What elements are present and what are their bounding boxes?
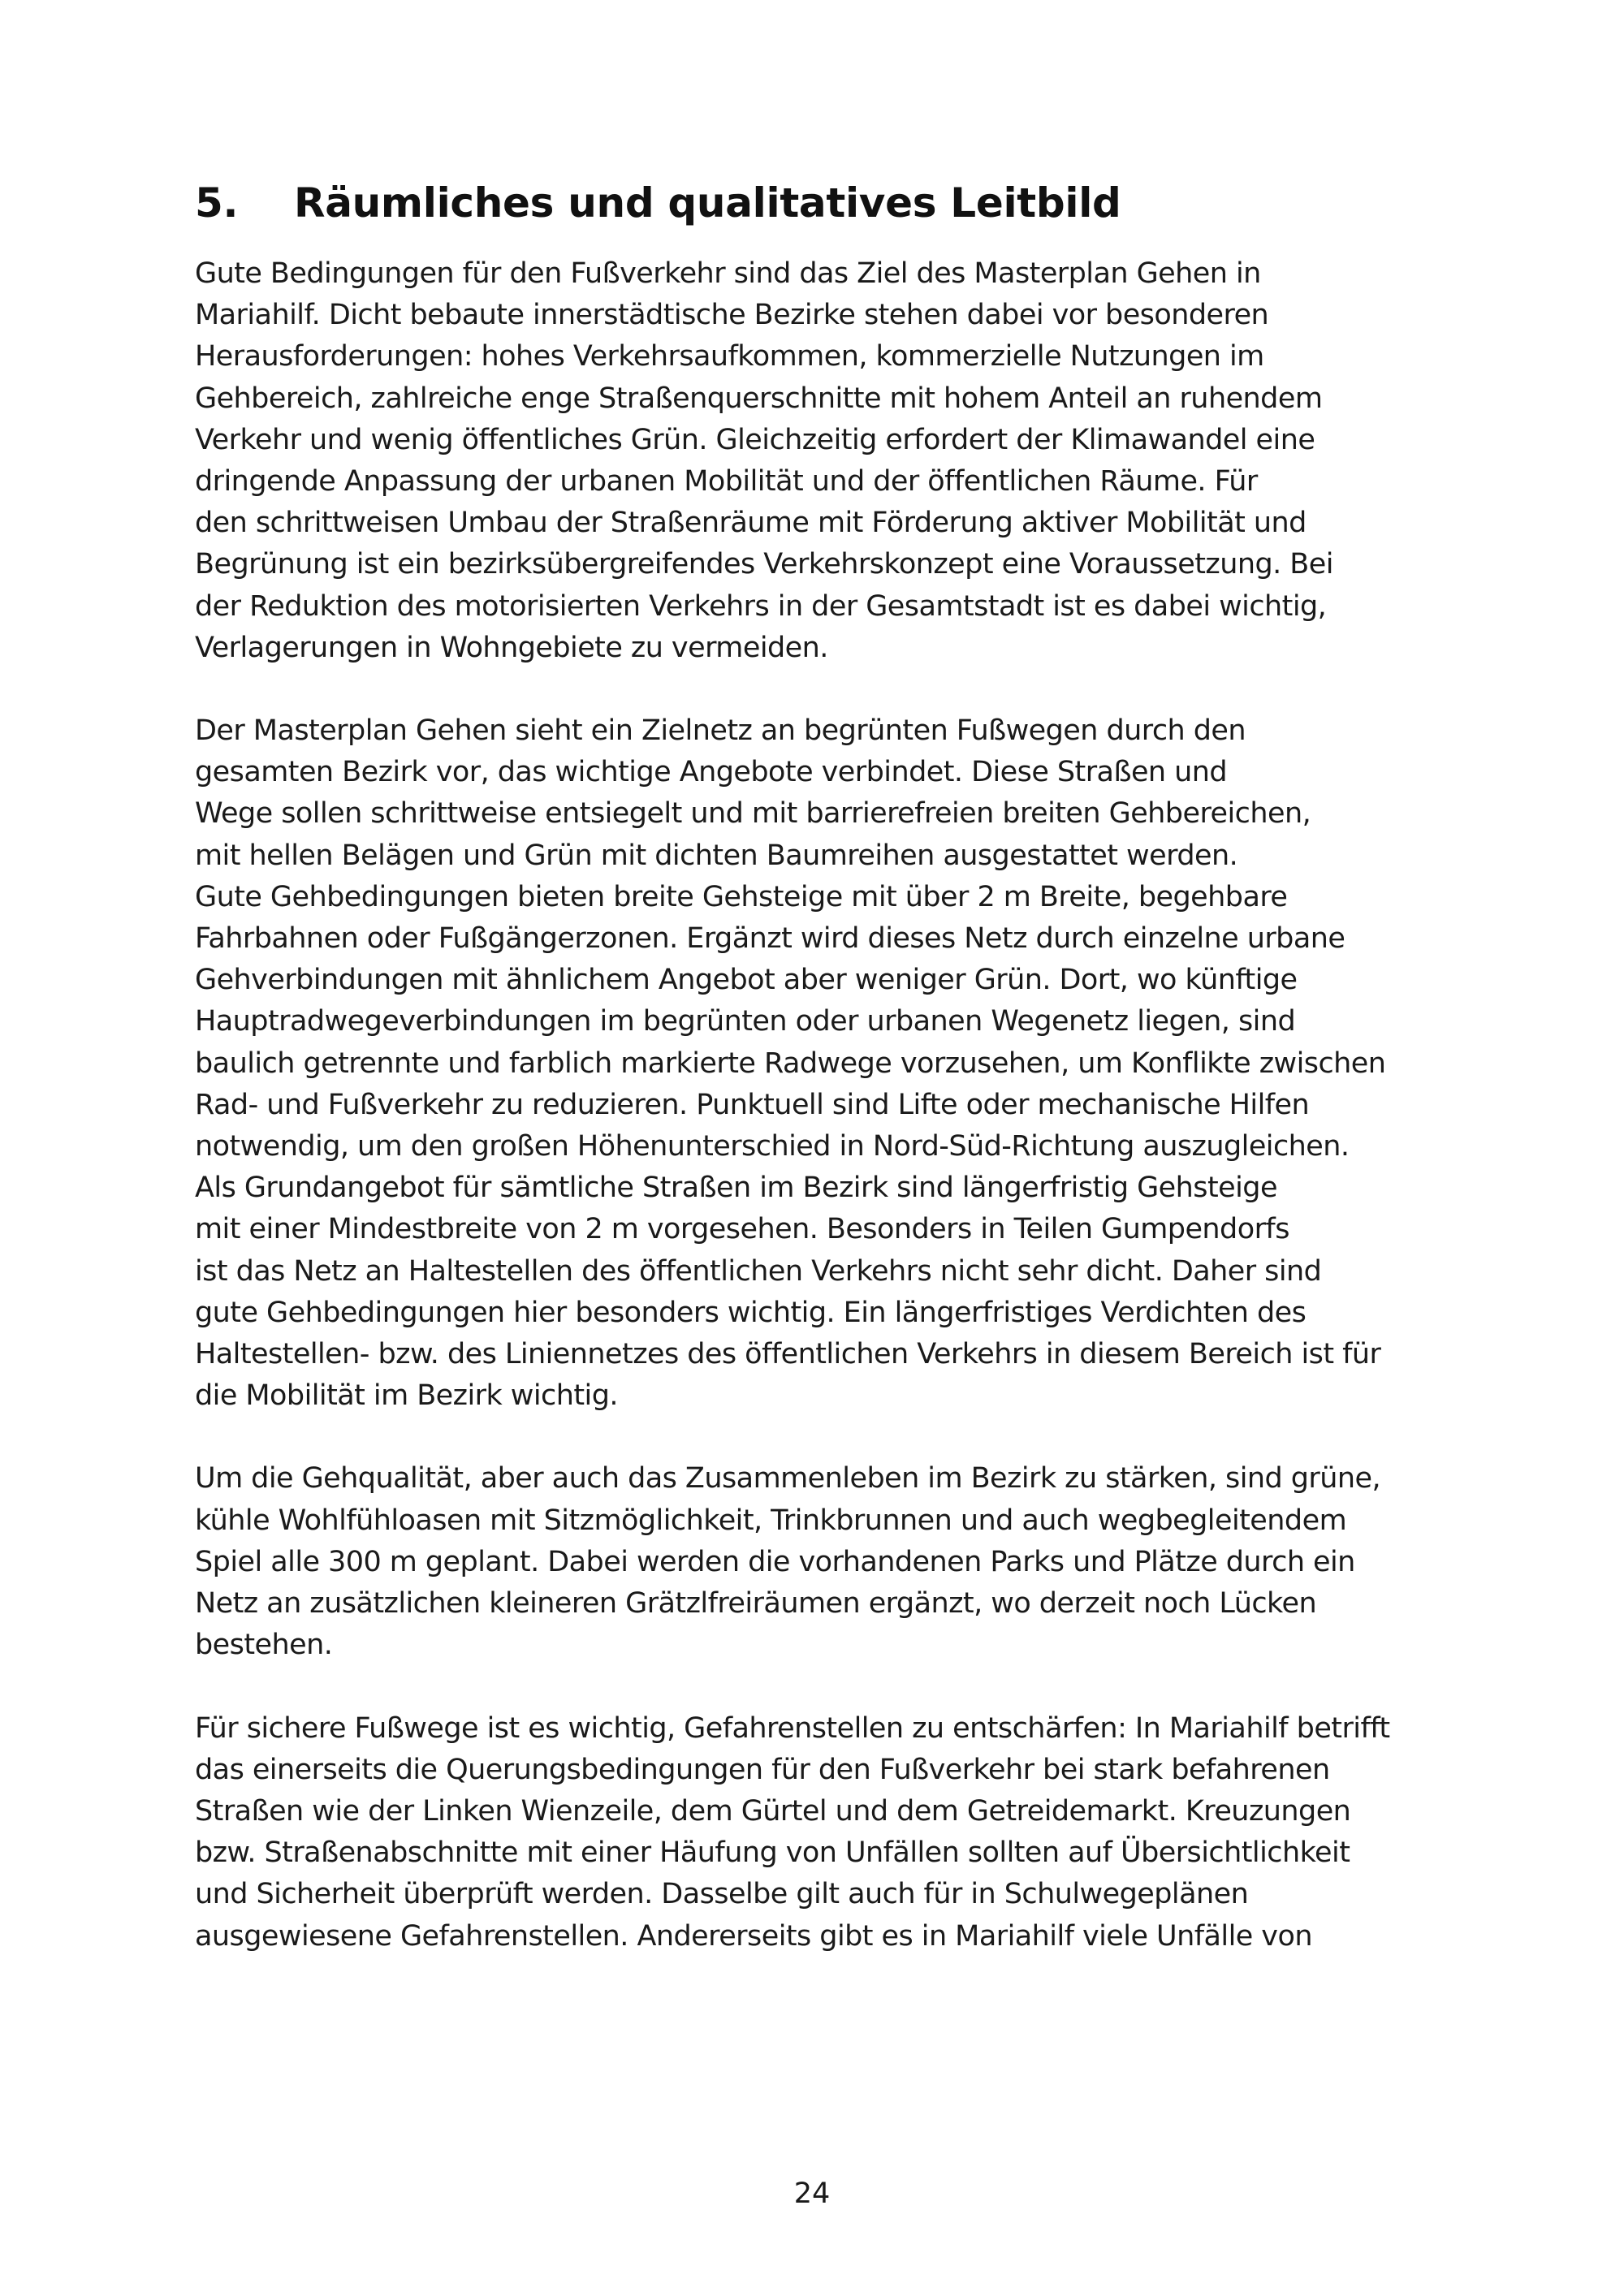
text-line: Gute Gehbedingungen bieten breite Gehsteige mit über 2 m Breite, begehbare bbox=[195, 880, 1288, 913]
body-paragraph bbox=[195, 1458, 1462, 1666]
text-line: Gute Bedingungen für den Fußverkehr sind das Ziel des Masterplan Gehen in bbox=[195, 257, 1261, 290]
text-line: Wege sollen schrittweise entsiegelt und mit barrierefreien breiten Gehbereichen, bbox=[195, 797, 1311, 831]
text-line: ausgewiesene Gefahrenstellen. Andererseits gibt es in Mariahilf viele Unfälle von bbox=[195, 1919, 1312, 1953]
text-line: Fahrbahnen oder Fußgängerzonen. Ergänzt wird dieses Netz durch einzelne urbane bbox=[195, 922, 1345, 956]
body-paragraph bbox=[195, 1708, 1462, 1957]
text-line: Netz an zusätzlichen kleineren Grätzlfreiräumen ergänzt, wo derzeit noch Lücken bbox=[195, 1587, 1317, 1621]
section-number: 5. bbox=[195, 179, 239, 227]
text-line: mit hellen Belägen und Grün mit dichten Baumreihen ausgestattet werden. bbox=[195, 839, 1238, 872]
body-text bbox=[195, 253, 1462, 1957]
text-line: die Mobilität im Bezirk wichtig. bbox=[195, 1379, 618, 1413]
text-line: Als Grundangebot für sämtliche Straßen im Bezirk sind längerfristig Gehsteige bbox=[195, 1172, 1277, 1205]
text-line: Verkehr und wenig öffentliches Grün. Gleichzeitig erfordert der Klimawandel eine bbox=[195, 423, 1315, 456]
text-line: Rad- und Fußverkehr zu reduzieren. Punktuell sind Lifte oder mechanische Hilfen bbox=[195, 1088, 1310, 1121]
text-line: Für sichere Fußwege ist es wichtig, Gefahrenstellen zu entschärfen: In Mariahilf betrifft bbox=[195, 1711, 1390, 1745]
body-paragraph bbox=[195, 710, 1462, 1417]
section-heading bbox=[195, 179, 1462, 227]
text-line: baulich getrennte und farblich markierte Radwege vorzusehen, um Konflikte zwischen bbox=[195, 1047, 1386, 1080]
text-line: notwendig, um den großen Höhenunterschied in Nord-Süd-Richtung auszugleichen. bbox=[195, 1130, 1350, 1163]
page-number: 24 bbox=[793, 2177, 831, 2210]
text-line: gute Gehbedingungen hier besonders wichtig. Ein längerfristiges Verdichten des bbox=[195, 1296, 1307, 1329]
text-line: Haltestellen- bzw. des Liniennetzes des öffentlichen Verkehrs in diesem Bereich ist für bbox=[195, 1338, 1381, 1371]
text-line: Der Masterplan Gehen sieht ein Zielnetz an begrünten Fußwegen durch den bbox=[195, 714, 1246, 748]
text-line: Begrünung ist ein bezirksübergreifendes Verkehrskonzept eine Voraussetzung. Bei bbox=[195, 548, 1333, 581]
text-line: Verlagerungen in Wohngebiete zu vermeiden. bbox=[195, 631, 828, 664]
text-line: mit einer Mindestbreite von 2 m vorgesehen. Besonders in Teilen Gumpendorfs bbox=[195, 1213, 1289, 1246]
page-content bbox=[195, 179, 1462, 1999]
text-line: bestehen. bbox=[195, 1629, 333, 1662]
text-line: gesamten Bezirk vor, das wichtige Angebote verbindet. Diese Straßen und bbox=[195, 756, 1228, 789]
text-line: Mariahilf. Dicht bebaute innerstädtische Bezirke stehen dabei vor besonderen bbox=[195, 299, 1269, 332]
text-line: den schrittweisen Umbau der Straßenräume mit Förderung aktiver Mobilität und bbox=[195, 507, 1307, 540]
text-line: und Sicherheit überprüft werden. Dasselbe gilt auch für in Schulwegeplänen bbox=[195, 1878, 1249, 1911]
text-line: ist das Netz an Haltestellen des öffentlichen Verkehrs nicht sehr dicht. Daher sind bbox=[195, 1254, 1322, 1288]
text-line: dringende Anpassung der urbanen Mobilität und der öffentlichen Räume. Für bbox=[195, 465, 1258, 498]
text-line: Gehverbindungen mit ähnlichem Angebot aber weniger Grün. Dort, wo künftige bbox=[195, 964, 1298, 997]
text-line: das einerseits die Querungsbedingungen für den Fußverkehr bei stark befahrenen bbox=[195, 1753, 1330, 1786]
text-line: Um die Gehqualität, aber auch das Zusammenleben im Bezirk zu stärken, sind grüne, bbox=[195, 1462, 1381, 1495]
text-line: Hauptradwegeverbindungen im begrünten oder urbanen Wegenetz liegen, sind bbox=[195, 1005, 1296, 1038]
text-line: Straßen wie der Linken Wienzeile, dem Gürtel und dem Getreidemarkt. Kreuzungen bbox=[195, 1794, 1351, 1828]
text-line: kühle Wohlfühloasen mit Sitzmöglichkeit, Trinkbrunnen und auch wegbegleitendem bbox=[195, 1504, 1347, 1537]
body-paragraph bbox=[195, 253, 1462, 669]
text-line: Spiel alle 300 m geplant. Dabei werden die vorhandenen Parks und Plätze durch ein bbox=[195, 1545, 1355, 1578]
text-line: bzw. Straßenabschnitte mit einer Häufung von Unfällen sollten auf Übersichtlichkeit bbox=[195, 1836, 1350, 1870]
section-title: Räumliches und qualitatives Leitbild bbox=[294, 179, 1121, 227]
text-line: der Reduktion des motorisierten Verkehrs in der Gesamtstadt ist es dabei wichtig, bbox=[195, 589, 1327, 623]
text-line: Gehbereich, zahlreiche enge Straßenquerschnitte mit hohem Anteil an ruhendem bbox=[195, 382, 1323, 415]
text-line: Herausforderungen: hohes Verkehrsaufkommen, kommerzielle Nutzungen im bbox=[195, 340, 1264, 373]
